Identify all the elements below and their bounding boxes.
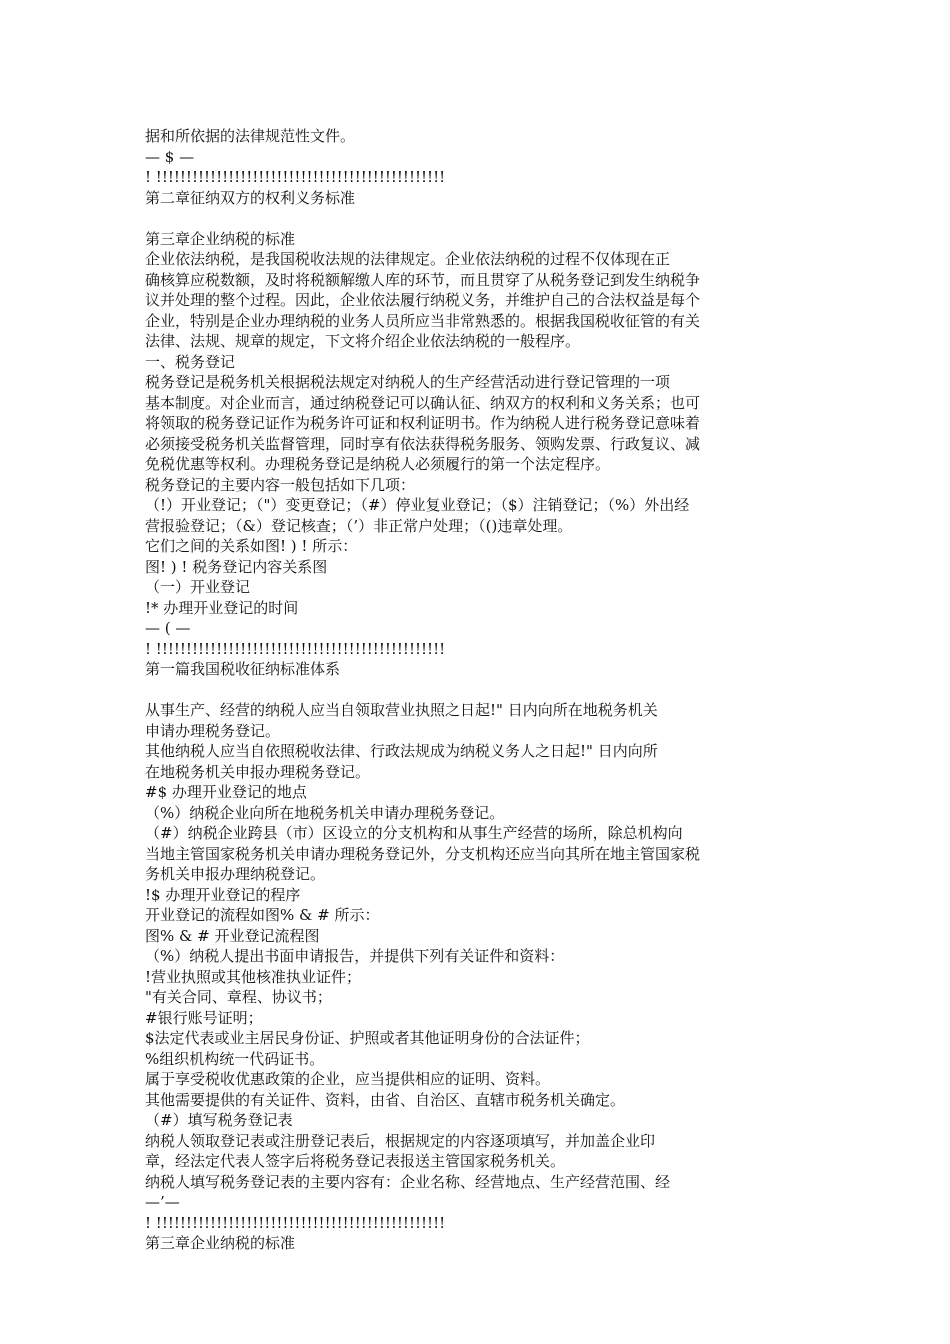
text-line: 第二章征纳双方的权利义务标准	[145, 188, 356, 207]
text-line: 申请办理税务登记。	[145, 721, 281, 740]
text-line: 其他需要提供的有关证件、资料，由省、自治区、直辖市税务机关确定。	[145, 1090, 626, 1109]
text-line: （!）开业登记；（"）变更登记；（#）停业复业登记；（$）注销登记；（%）外出经	[145, 496, 690, 514]
text-line: — ( —	[145, 619, 191, 637]
text-line: 图% & # 开业登记流程图	[145, 926, 320, 945]
document-body	[145, 126, 805, 1254]
blank-line	[145, 208, 805, 229]
text-line: 开业登记的流程如图% & # 所示：	[145, 906, 380, 924]
blank-line	[145, 680, 805, 701]
text-line: "有关合同、章程、协议书；	[145, 988, 332, 1006]
text-line: !营业执照或其他核准执业证件；	[145, 967, 362, 986]
text-line: 据和所依据的法律规范性文件。	[145, 127, 356, 145]
text-line: 纳税人领取登记表或注册登记表后，根据规定的内容逐项填写，并加盖企业印	[145, 1131, 656, 1150]
text-line: 从事生产、经营的纳税人应当自领取营业执照之日起!" 日内向所在地税务机关	[145, 701, 658, 719]
text-line: 一、税务登记	[145, 352, 236, 371]
text-line: 章，经法定代表人签字后将税务登记表报送主管国家税务机关。	[145, 1152, 566, 1170]
text-line: $法定代表或业主居民身份证、护照或者其他证明身份的合法证件；	[145, 1029, 590, 1047]
text-line: （%）纳税人提出书面申请报告，并提供下列有关证件和资料：	[145, 947, 565, 965]
text-line: 其他纳税人应当自依照税收法律、行政法规成为纳税义务人之日起!" 日内向所	[145, 742, 658, 760]
text-line: #银行账号证明；	[145, 1008, 263, 1027]
text-line: %组织机构统一代码证书。	[145, 1049, 325, 1068]
text-line: 图! ) ! 税务登记内容关系图	[145, 557, 328, 576]
text-line: （%）纳税企业向所在地税务机关申请办理税务登记。	[145, 803, 505, 822]
text-line: 它们之间的关系如图! ) ! 所示：	[145, 537, 358, 555]
text-line: （一）开业登记	[145, 578, 251, 596]
text-line: 属于享受税收优惠政策的企业，应当提供相应的证明、资料。	[145, 1070, 551, 1088]
text-line: 纳税人填写税务登记表的主要内容有：企业名称、经营地点、生产经营范围、经	[145, 1172, 671, 1191]
text-line: 当地主管国家税务机关申请办理税务登记外，分支机构还应当向其所在地主管国家税	[145, 844, 701, 863]
text-line: 企业依法纳税，是我国税收法规的法律规定。企业依法纳税的过程不仅体现在正	[145, 250, 671, 268]
text-line: 免税优惠等权利。办理税务登记是纳税人必须履行的第一个法定程序。	[145, 455, 611, 473]
text-line: 营报验登记；（&）登记核查；（’）非正常户处理；（()违章处理。	[145, 516, 573, 535]
text-line: ! !!!!!!!!!!!!!!!!!!!!!!!!!!!!!!!!!!!!!!!!!!!!!!!!	[145, 168, 446, 186]
text-line: （#）纳税企业跨县（市）区设立的分支机构和从事生产经营的场所，除总机构向	[145, 824, 683, 842]
text-line: 基本制度。对企业而言，通过纳税登记可以确认征、纳双方的权利和义务关系；也可	[145, 393, 701, 412]
text-line: #$ 办理开业登记的地点	[145, 783, 307, 801]
text-line: 第三章企业纳税的标准	[145, 1234, 296, 1252]
text-line: 企业，特别是企业办理纳税的业务人员所应当非常熟悉的。根据我国税收征管的有关	[145, 311, 701, 330]
text-line: ! !!!!!!!!!!!!!!!!!!!!!!!!!!!!!!!!!!!!!!!!!!!!!!!!	[145, 1213, 446, 1232]
text-line: 议并处理的整个过程。因此，企业依法履行纳税义务，并维护自己的合法权益是每个	[145, 291, 701, 309]
text-line: 法律、法规、规章的规定，下文将介绍企业依法纳税的一般程序。	[145, 332, 581, 350]
text-line: 税务登记是税务机关根据税法规定对纳税人的生产经营活动进行登记管理的一项	[145, 373, 671, 391]
text-line: 第一篇我国税收征纳标准体系	[145, 660, 341, 678]
text-line: 第三章企业纳税的标准	[145, 229, 296, 248]
text-line: 必须接受税务机关监督管理，同时享有依法获得税务服务、领购发票、行政复议、减	[145, 434, 701, 453]
text-line: —’—	[145, 1193, 180, 1211]
text-line: ! !!!!!!!!!!!!!!!!!!!!!!!!!!!!!!!!!!!!!!!!!!!!!!!!	[145, 639, 446, 658]
text-line: 将领取的税务登记证作为税务许可证和权利证明书。作为纳税人进行税务登记意味着	[145, 414, 701, 432]
text-line: 税务登记的主要内容一般包括如下几项：	[145, 475, 416, 494]
text-line: 确核算应税数额，及时将税额解缴人库的环节，而且贯穿了从税务登记到发生纳税争	[145, 270, 701, 289]
text-line: 在地税务机关申报办理税务登记。	[145, 762, 371, 781]
text-line: !$ 办理开业登记的程序	[145, 885, 301, 904]
text-line: — $ —	[145, 147, 195, 166]
text-line: !* 办理开业登记的时间	[145, 598, 299, 617]
text-line: （#）填写税务登记表	[145, 1111, 293, 1129]
text-line: 务机关申报办理纳税登记。	[145, 865, 326, 883]
